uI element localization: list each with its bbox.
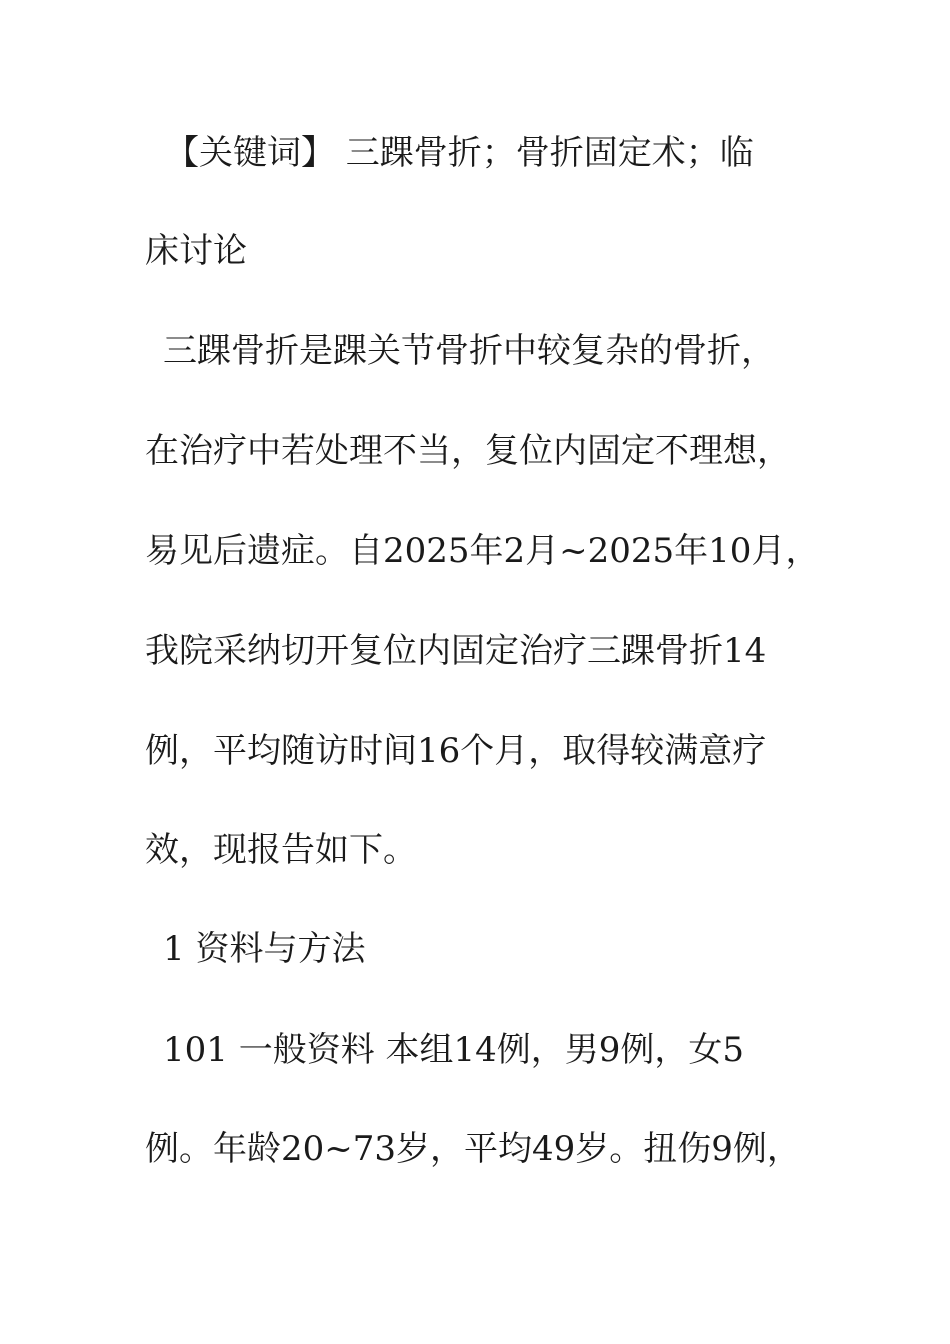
paragraph-line: 例。年龄20~73岁，平均49岁。扭伤9例， [145,1129,801,1169]
keywords-line-continued: 床讨论 [145,231,247,271]
paragraph-line: 例，平均随访时间16个月，取得较满意疗 [145,731,767,771]
keywords-line: 【关键词】 三踝骨折；骨折固定术；临 [165,133,754,173]
paragraph-line: 三踝骨折是踝关节骨折中较复杂的骨折， [163,331,775,371]
paragraph-line: 效，现报告如下。 [145,830,417,870]
paragraph-line: 易见后遗症。自2025年2月~2025年10月， [145,531,820,571]
paragraph-line: 我院采纳切开复位内固定治疗三踝骨折14 [145,631,767,671]
section-heading: 1 资料与方法 [163,929,366,969]
subsection-line: 101 一般资料 本组14例，男9例，女5 [163,1030,745,1070]
paragraph-line: 在治疗中若处理不当，复位内固定不理想， [145,431,791,471]
